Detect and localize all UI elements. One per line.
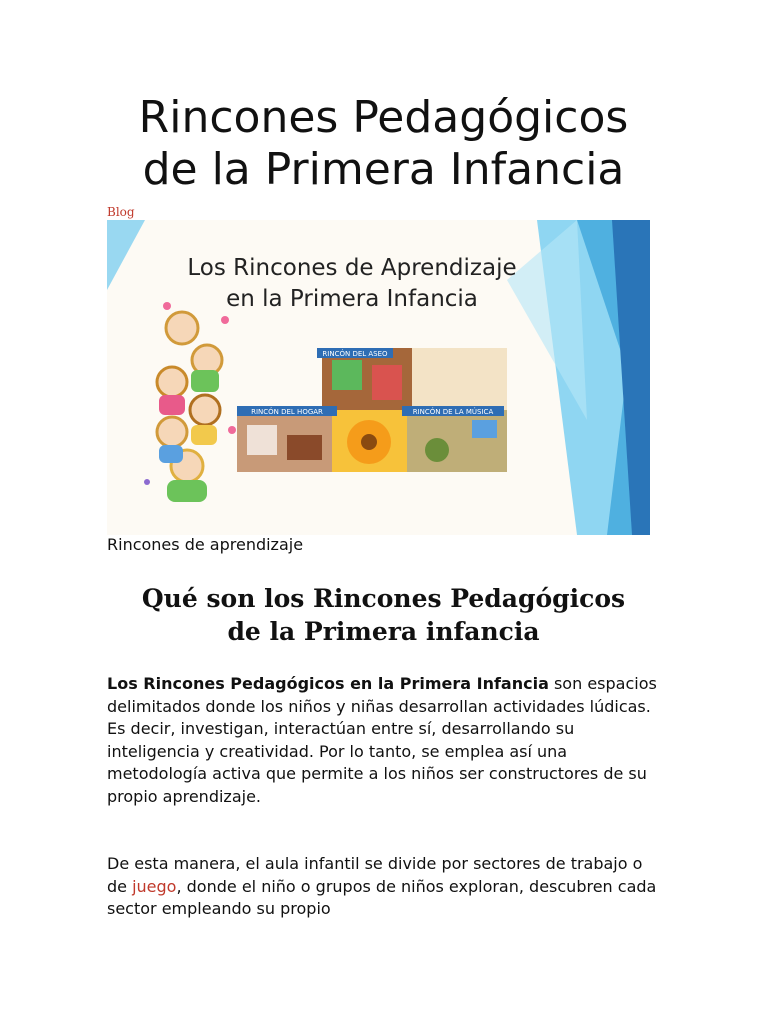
image-caption: Rincones de aprendizaje (107, 535, 304, 554)
section-heading-line-2: de la Primera infancia (227, 617, 540, 646)
label-musica: RINCÓN DE LA MÚSICA (412, 408, 494, 416)
photo-collage (237, 348, 507, 472)
children-illustration (144, 302, 236, 502)
juego-link[interactable]: juego (132, 876, 177, 896)
banner-graphic (107, 220, 650, 535)
label-aseo: RINCÓN DEL ASEO (322, 350, 388, 358)
banner-right-shard (507, 220, 587, 420)
page-title-line-1: Rincones Pedagógicos (138, 92, 629, 143)
page-title-line-2: de la Primera Infancia (142, 144, 625, 195)
paragraph-2-end: , donde el niño o grupos de niños exploran, descubren cada sector empleando su propio (107, 876, 657, 918)
paragraph-1 (107, 673, 660, 808)
banner-left-triangle (107, 220, 145, 290)
blog-link[interactable]: Blog (107, 205, 135, 219)
banner-heading-line-2: en la Primera Infancia (226, 286, 478, 312)
page-title (107, 92, 660, 196)
paragraph-2 (107, 853, 660, 921)
photo-musica (407, 410, 507, 472)
paragraph-1-bold: Los Rincones Pedagógicos en la Primera Infancia (107, 674, 549, 693)
label-hogar: RINCÓN DEL HOGAR (251, 408, 323, 416)
banner-image (107, 220, 650, 535)
section-heading-line-1: Qué son los Rincones Pedagógicos (141, 584, 626, 613)
section-heading (107, 582, 660, 648)
banner-heading-line-1: Los Rincones de Aprendizaje (187, 255, 517, 281)
paragraph-1-text: son espacios delimitados donde los niños y niñas desarrollan actividades lúdicas. Es decir, investigan, interactúan entre sí, desarrollando su inteligencia y creatividad. Por lo tanto, se emplea así una metodología activa que permite a los niños ser constructores de su propio aprendizaje. (107, 674, 657, 806)
paragraph-2-start: De esta manera, el aula infantil se divide por sectores de trabajo o de (107, 854, 643, 896)
